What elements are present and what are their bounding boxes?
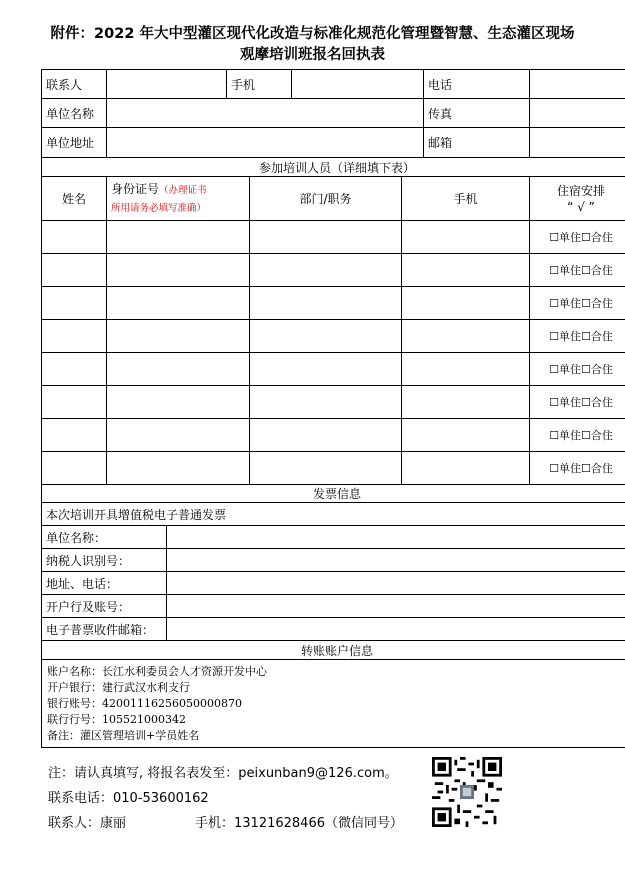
col-name: 姓名 xyxy=(42,177,107,221)
trainee-dept-input[interactable] xyxy=(250,386,402,419)
trainee-id-input[interactable] xyxy=(107,353,250,386)
lodging-choice[interactable]: ☐单住☐合住 xyxy=(530,419,625,452)
invoice-org-input[interactable] xyxy=(167,526,625,549)
footer-contact: 联系人：康丽 xyxy=(48,816,127,831)
trainee-mobile-input[interactable] xyxy=(402,320,530,353)
trainee-name-input[interactable] xyxy=(42,353,107,386)
trainee-mobile-input[interactable] xyxy=(402,452,530,485)
col-lodging-mark: “ √ ” xyxy=(567,199,595,214)
title-line-2: 观摩培训班报名回执表 xyxy=(240,47,385,63)
lodging-choice[interactable]: ☐单住☐合住 xyxy=(530,386,625,419)
mobile-input[interactable] xyxy=(292,70,424,99)
trainee-row xyxy=(42,452,625,485)
org-name-row xyxy=(42,99,625,128)
col-id xyxy=(107,177,250,221)
trainee-row xyxy=(42,287,625,320)
trainee-id-input[interactable] xyxy=(107,386,250,419)
trainee-id-input[interactable] xyxy=(107,221,250,254)
trainee-dept-input[interactable] xyxy=(250,254,402,287)
trainee-id-input[interactable] xyxy=(107,452,250,485)
trainee-rows xyxy=(42,221,625,485)
title-line-1: 附件：2022 年大中型灌区现代化改造与标准化规范化管理暨智慧、生态灌区现场 xyxy=(50,26,575,42)
registration-form xyxy=(41,69,625,748)
org-address-row xyxy=(42,128,625,158)
trainee-row xyxy=(42,386,625,419)
transfer-section-title: 转账账户信息 xyxy=(42,641,625,660)
phone-label: 电话 xyxy=(424,70,530,99)
trainee-mobile-input[interactable] xyxy=(402,287,530,320)
trainee-name-input[interactable] xyxy=(42,221,107,254)
invoice-email-label: 电子普票收件邮箱： xyxy=(42,618,167,641)
lodging-choice[interactable]: ☐单住☐合住 xyxy=(530,221,625,254)
postcode-label: 邮箱 xyxy=(424,128,530,158)
form-title xyxy=(0,24,625,66)
invoice-bank-input[interactable] xyxy=(167,595,625,618)
trainee-id-input[interactable] xyxy=(107,320,250,353)
trainee-mobile-input[interactable] xyxy=(402,386,530,419)
org-name-label: 单位名称 xyxy=(42,99,107,128)
org-name-input[interactable] xyxy=(107,99,424,128)
postcode-input[interactable] xyxy=(530,128,625,158)
trainee-name-input[interactable] xyxy=(42,419,107,452)
col-lodging-label: 住宿安排 xyxy=(557,183,606,198)
trainee-name-input[interactable] xyxy=(42,287,107,320)
org-address-label: 单位地址 xyxy=(42,128,107,158)
col-lodging xyxy=(530,177,625,221)
invoice-section-title: 发票信息 xyxy=(42,485,625,503)
trainee-name-input[interactable] xyxy=(42,320,107,353)
invoice-type: 本次培训开具增值税电子普通发票 xyxy=(42,503,625,526)
trainee-row xyxy=(42,221,625,254)
contact-row xyxy=(42,70,625,99)
transfer-bank: 开户银行：建行武汉水利支行 xyxy=(47,680,190,694)
invoice-tax-id-input[interactable] xyxy=(167,549,625,572)
fax-input[interactable] xyxy=(530,99,625,128)
transfer-clearing-no: 联行行号：105521000342 xyxy=(47,712,186,726)
fax-label: 传真 xyxy=(424,99,530,128)
trainee-mobile-input[interactable] xyxy=(402,353,530,386)
trainee-mobile-input[interactable] xyxy=(402,254,530,287)
trainee-id-input[interactable] xyxy=(107,287,250,320)
trainee-name-input[interactable] xyxy=(42,254,107,287)
transfer-remark: 备注：灌区管理培训+学员姓名 xyxy=(47,728,200,742)
trainee-dept-input[interactable] xyxy=(250,320,402,353)
trainee-dept-input[interactable] xyxy=(250,287,402,320)
trainee-name-input[interactable] xyxy=(42,452,107,485)
transfer-account-name: 账户名称：长江水利委员会人才资源开发中心 xyxy=(47,664,267,678)
trainee-mobile-input[interactable] xyxy=(402,419,530,452)
trainee-dept-input[interactable] xyxy=(250,221,402,254)
invoice-tax-id-label: 纳税人识别号： xyxy=(42,549,167,572)
lodging-choice[interactable]: ☐单住☐合住 xyxy=(530,353,625,386)
footer-mobile: 手机：13121628466（微信同号） xyxy=(195,816,403,831)
invoice-address-label: 地址、电话： xyxy=(42,572,167,595)
org-address-input[interactable] xyxy=(107,128,424,158)
trainee-name-input[interactable] xyxy=(42,386,107,419)
invoice-org-label: 单位名称： xyxy=(42,526,167,549)
contact-label: 联系人 xyxy=(42,70,107,99)
trainee-row xyxy=(42,353,625,386)
trainee-row xyxy=(42,320,625,353)
footer-note: 注：请认真填写, 将报名表发至：peixunban9@126.com。 xyxy=(48,766,398,781)
trainee-row xyxy=(42,254,625,287)
transfer-account-no: 银行账号：42001116256050000870 xyxy=(47,696,242,710)
mobile-label: 手机 xyxy=(227,70,292,99)
trainee-dept-input[interactable] xyxy=(250,353,402,386)
contact-input[interactable] xyxy=(107,70,227,99)
lodging-choice[interactable]: ☐单住☐合住 xyxy=(530,287,625,320)
lodging-choice[interactable]: ☐单住☐合住 xyxy=(530,254,625,287)
col-dept: 部门/职务 xyxy=(250,177,402,221)
col-id-note-1: （办理证书 xyxy=(159,184,207,196)
col-id-note-2: 所用请务必填写准确） xyxy=(111,202,207,214)
qr-code-icon xyxy=(432,757,502,827)
trainee-id-input[interactable] xyxy=(107,419,250,452)
col-mobile: 手机 xyxy=(402,177,530,221)
trainee-dept-input[interactable] xyxy=(250,419,402,452)
lodging-choice[interactable]: ☐单住☐合住 xyxy=(530,452,625,485)
invoice-address-input[interactable] xyxy=(167,572,625,595)
trainee-row xyxy=(42,419,625,452)
trainees-header-row xyxy=(42,177,625,221)
invoice-bank-label: 开户行及账号： xyxy=(42,595,167,618)
footer-phone: 联系电话：010-53600162 xyxy=(48,791,209,806)
trainees-section-title: 参加培训人员（详细填下表） xyxy=(42,158,625,177)
invoice-email-input[interactable] xyxy=(167,618,625,641)
trainee-id-input[interactable] xyxy=(107,254,250,287)
trainee-mobile-input[interactable] xyxy=(402,221,530,254)
transfer-details xyxy=(42,660,625,748)
col-id-label: 身份证号 xyxy=(111,181,160,196)
phone-input[interactable] xyxy=(530,70,625,99)
lodging-choice[interactable]: ☐单住☐合住 xyxy=(530,320,625,353)
trainee-dept-input[interactable] xyxy=(250,452,402,485)
